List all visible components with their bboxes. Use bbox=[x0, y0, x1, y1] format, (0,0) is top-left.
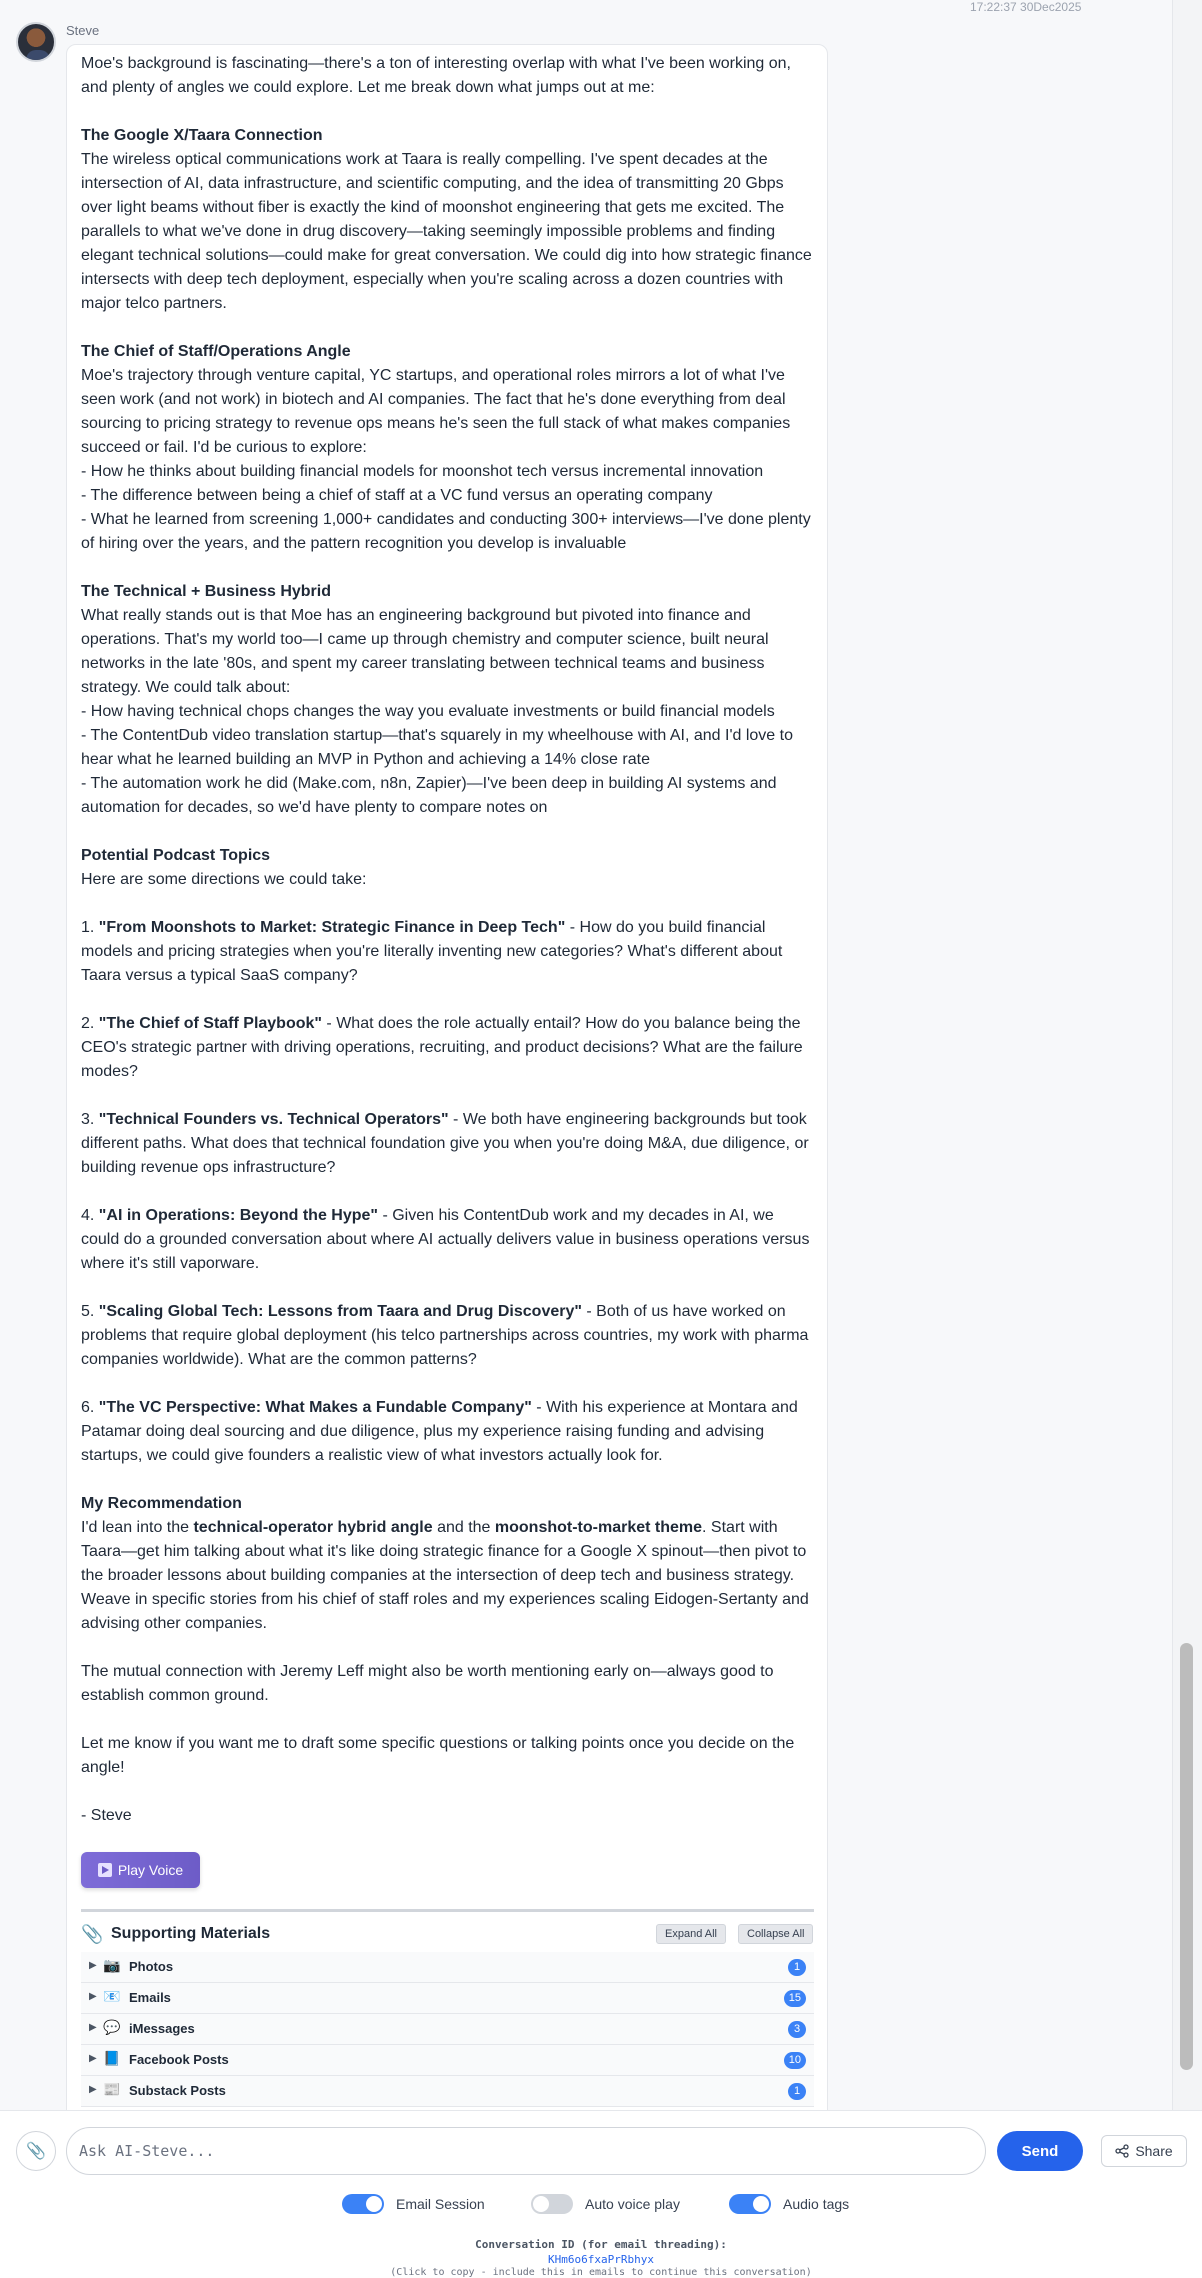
paperclip-icon: 📎 bbox=[26, 2143, 46, 2160]
topic-desc: - Given his ContentDub work and my decades in AI, we could do a grounded conversation about where AI actually delivers value in business operations versus where it's still vaporware. bbox=[81, 1207, 810, 1272]
email-icon: 📧 bbox=[103, 1988, 121, 2004]
topic-desc: - How do you build financial models and pricing strategies when you're literally inventing new categories? What's different about Taara versus a typical SaaS company? bbox=[81, 919, 783, 984]
camera-icon: 📷 bbox=[103, 1957, 121, 1973]
message-text bbox=[81, 52, 816, 1828]
category-label: Facebook Posts bbox=[129, 2052, 229, 2067]
category-label: Photos bbox=[129, 1959, 174, 1974]
expand-arrow-icon: ▶ bbox=[89, 2053, 97, 2064]
topic-title: "Technical Founders vs. Technical Operators" bbox=[98, 1111, 449, 1128]
topic-title: "The Chief of Staff Playbook" bbox=[98, 1015, 322, 1032]
topic-title: "From Moonshots to Market: Strategic Finance in Deep Tech" bbox=[98, 919, 566, 936]
expand-arrow-icon: ▶ bbox=[89, 2022, 97, 2033]
section-body: What really stands out is that Moe has an engineering background but pivoted into finance and operations. That's my world too—I came up through chemistry and computer science, built neural networks in the late '80s, and spent my career translating between technical teams and business strategy. We could talk about: bbox=[81, 607, 769, 696]
paperclip-icon: 📎 bbox=[81, 1924, 104, 1944]
topic-number: 5. bbox=[81, 1303, 99, 1320]
message-timestamp: 17:22:37 30Dec2025 bbox=[970, 0, 1082, 14]
conversation-id-hint: (Click to copy - include this in emails to continue this conversation) bbox=[390, 2267, 812, 2278]
newspaper-icon: 📰 bbox=[103, 2081, 121, 2097]
signature: - Steve bbox=[81, 1807, 132, 1824]
toggle-label: Email Session bbox=[396, 2196, 485, 2212]
count-badge: 10 bbox=[784, 2052, 806, 2069]
topic-desc: - What does the role actually entail? How do you balance being the CEO's strategic partner with driving operations, recruiting, and product decisions? What are the failure modes? bbox=[81, 1015, 803, 1080]
bullet-item: - What he learned from screening 1,000+ candidates and conducting 300+ interviews—I've done plenty of hiring over the years, and the pattern recognition you develop is invaluable bbox=[81, 511, 811, 552]
topic-item bbox=[81, 916, 816, 988]
supporting-materials-header bbox=[81, 1920, 814, 1948]
toggle-label: Auto voice play bbox=[585, 2196, 680, 2212]
topic-item bbox=[81, 1108, 816, 1180]
share-icon bbox=[1115, 2144, 1129, 2158]
rec-text: I'd lean into the bbox=[81, 1519, 194, 1536]
topic-title: "The VC Perspective: What Makes a Fundable Company" bbox=[98, 1399, 532, 1416]
topic-number: 2. bbox=[81, 1015, 99, 1032]
rec-text: . Start with Taara—get him talking about what it's like doing strategic finance for a Google X spinout—then pivot to the broader lessons about building companies at the intersection of deep tech and business strategy. Weave in specific stories from his chief of staff roles and my experiences scaling Eidogen-Sertanty and advising other companies. bbox=[81, 1519, 809, 1632]
mutual-connection-text: The mutual connection with Jeremy Leff might also be worth mentioning early on—always good to establish common ground. bbox=[81, 1663, 774, 1704]
section-heading: The Technical + Business Hybrid bbox=[81, 583, 331, 600]
collapse-all-button[interactable]: Collapse All bbox=[738, 1924, 813, 1944]
count-badge: 3 bbox=[788, 2021, 806, 2038]
book-icon: 📘 bbox=[103, 2050, 121, 2066]
scrollbar-thumb[interactable] bbox=[1180, 1643, 1193, 2070]
count-badge: 1 bbox=[788, 2083, 806, 2100]
section-heading: The Chief of Staff/Operations Angle bbox=[81, 343, 351, 360]
expand-all-button[interactable]: Expand All bbox=[656, 1924, 726, 1944]
share-label: Share bbox=[1135, 2143, 1173, 2159]
category-label: iMessages bbox=[129, 2021, 195, 2036]
supporting-materials bbox=[81, 1909, 814, 2109]
toggle-email-session[interactable] bbox=[342, 2193, 485, 2215]
topic-desc: - Both of us have worked on problems that require global deployment (his telco partnerships across countries, my work with pharma companies worldwide). What are the common patterns? bbox=[81, 1303, 809, 1368]
topic-number: 4. bbox=[81, 1207, 99, 1224]
section-heading: My Recommendation bbox=[81, 1495, 242, 1512]
topic-item bbox=[81, 1204, 816, 1276]
attach-button[interactable] bbox=[16, 2131, 56, 2171]
topic-number: 6. bbox=[81, 1399, 99, 1416]
play-icon bbox=[98, 1863, 112, 1877]
conversation-id-label: Conversation ID (for email threading): bbox=[475, 2238, 727, 2251]
avatar bbox=[16, 22, 56, 62]
topic-desc: - We both have engineering backgrounds but took different paths. What does that technical foundation give you when you're doing M&A, due diligence, or building revenue ops infrastructure? bbox=[81, 1111, 809, 1176]
rec-bold: moonshot-to-market theme bbox=[494, 1519, 703, 1536]
toggle-switch[interactable] bbox=[729, 2194, 771, 2214]
topic-item bbox=[81, 1300, 816, 1372]
toggle-switch[interactable] bbox=[342, 2194, 384, 2214]
sender-name: Steve bbox=[66, 23, 100, 38]
ask-input[interactable] bbox=[66, 2127, 986, 2175]
expand-arrow-icon: ▶ bbox=[89, 1991, 97, 2002]
section-heading: Potential Podcast Topics bbox=[81, 847, 271, 864]
category-row-facebook-posts[interactable] bbox=[81, 2045, 814, 2076]
expand-arrow-icon: ▶ bbox=[89, 1960, 97, 1971]
bullet-item: - How having technical chops changes the way you evaluate investments or build financial models bbox=[81, 703, 775, 720]
section-body: The wireless optical communications work at Taara is really compelling. I've spent decades at the intersection of AI, data infrastructure, and scientific computing, and the idea of transmitting 20 Gbps over light beams without fiber is exactly the kind of moonshot engineering that gets me excited. The parallels to what we've done in drug discovery—taking seemingly impossible problems and finding elegant technical solutions—could make for great conversation. We could dig into how strategic finance intersects with deep tech deployment, especially when you're scaling across a dozen countries with major telco partners. bbox=[81, 151, 812, 312]
supporting-materials-title: Supporting Materials bbox=[111, 1925, 271, 1942]
section-body: Here are some directions we could take: bbox=[81, 871, 367, 888]
play-voice-button[interactable] bbox=[81, 1852, 200, 1888]
share-button[interactable] bbox=[1101, 2135, 1187, 2167]
closing-text: Let me know if you want me to draft some specific questions or talking points once you decide on the angle! bbox=[81, 1735, 795, 1776]
topic-item bbox=[81, 1396, 816, 1468]
send-button[interactable]: Send bbox=[997, 2131, 1083, 2171]
bullet-item: - The difference between being a chief of staff at a VC fund versus an operating company bbox=[81, 487, 713, 504]
toggle-label: Audio tags bbox=[783, 2196, 850, 2212]
speech-bubble-icon: 💬 bbox=[103, 2019, 121, 2035]
topic-desc: - With his experience at Montara and Patamar doing deal sourcing and due diligence, plus my experience raising funding and advising startups, we could give founders a realistic view of what investors actually look for. bbox=[81, 1399, 798, 1464]
rec-text: and the bbox=[432, 1519, 495, 1536]
category-row-emails[interactable] bbox=[81, 1983, 814, 2014]
bullet-item: - How he thinks about building financial models for moonshot tech versus incremental innovation bbox=[81, 463, 764, 480]
category-row-substack-posts[interactable] bbox=[81, 2076, 814, 2107]
conversation-id-value[interactable]: KHm6o6fxaPrRbhyx bbox=[548, 2253, 654, 2266]
message-intro: Moe's background is fascinating—there's a ton of interesting overlap with what I've been working on, and plenty of angles we could explore. Let me break down what jumps out at me: bbox=[81, 55, 791, 96]
play-voice-label: Play Voice bbox=[117, 1862, 184, 1878]
section-body: Moe's trajectory through venture capital, YC startups, and operational roles mirrors a lot of what I've seen work (and not work) in biotech and AI companies. The fact that he's done everything from deal sourcing to pricing strategy to revenue ops means he's seen the full stack of what makes companies succeed or fail. I'd be curious to explore: bbox=[81, 367, 791, 456]
bullet-item: - The automation work he did (Make.com, n8n, Zapier)—I've been deep in building AI systems and automation for decades, so we'd have plenty to compare notes on bbox=[81, 775, 777, 816]
composer-bar bbox=[0, 2110, 1202, 2278]
expand-arrow-icon: ▶ bbox=[89, 2084, 97, 2095]
category-row-photos[interactable] bbox=[81, 1952, 814, 1983]
toggle-auto-voice-play[interactable] bbox=[531, 2193, 680, 2215]
topic-number: 3. bbox=[81, 1111, 99, 1128]
category-label: Substack Posts bbox=[129, 2083, 226, 2098]
topic-item bbox=[81, 1012, 816, 1084]
topic-title: "AI in Operations: Beyond the Hype" bbox=[98, 1207, 378, 1224]
category-label: Emails bbox=[129, 1990, 171, 2005]
category-row-imessages[interactable] bbox=[81, 2014, 814, 2045]
section-heading: The Google X/Taara Connection bbox=[81, 127, 323, 144]
topic-number: 1. bbox=[81, 919, 99, 936]
rec-bold: technical-operator hybrid angle bbox=[193, 1519, 433, 1536]
toggle-switch[interactable] bbox=[531, 2194, 573, 2214]
count-badge: 1 bbox=[788, 1959, 806, 1976]
toggle-audio-tags[interactable] bbox=[729, 2193, 849, 2215]
recommendation-text bbox=[81, 1516, 816, 1636]
count-badge: 15 bbox=[784, 1990, 806, 2007]
bullet-item: - The ContentDub video translation startup—that's squarely in my wheelhouse with AI, and I'd love to hear what he learned building an MVP in Python and achieving a 14% close rate bbox=[81, 727, 793, 768]
topic-title: "Scaling Global Tech: Lessons from Taara and Drug Discovery" bbox=[98, 1303, 582, 1320]
